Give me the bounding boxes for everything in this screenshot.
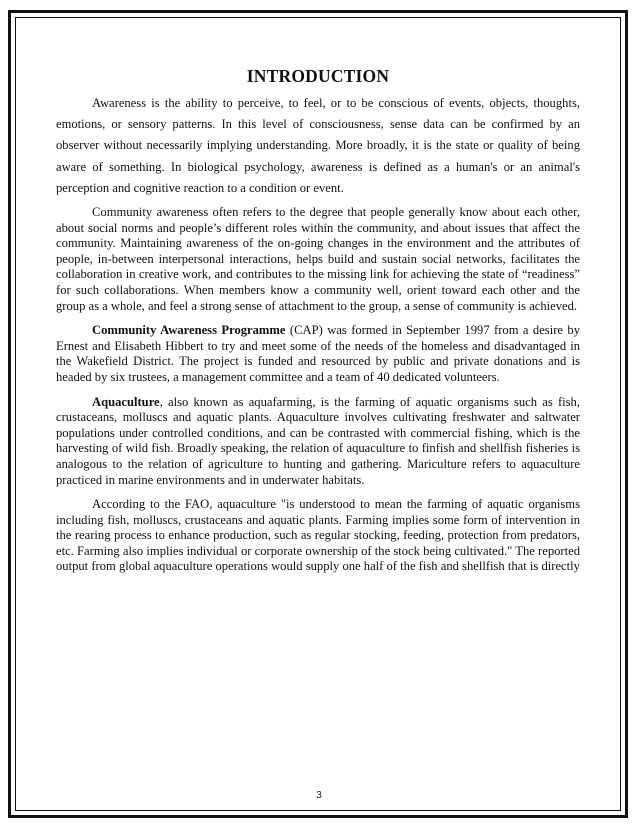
paragraph-cap [56,323,580,385]
paragraph-text: Awareness is the ability to perceive, to feel, or to be conscious of events, objects, thoughts, emotions, or sensory patterns. In this level of consciousness, sense data can be confirmed by an observer without necessarily implying understanding. More broadly, it is the state or quality of being aware of something. In biological psychology, awareness is defined as a human's or an animal's perception and cognitive reaction to a condition or event. [56,96,580,195]
page-number: 3 [316,790,322,801]
paragraph-text: Community awareness often refers to the degree that people generally know about each other, about social norms and people’s different roles within the community, and about issues that affect the community. Maintaining awareness of the on-going changes in the environment and the attributes of people, in-between interpersonal interactions, helps build and sustain social networks, facilitates the collaboration in creative work, and contributes to the missing link for achieving the state of “readiness” for such collaborations. When members know a community well, orient toward each other and the group as a whole, and feel a strong sense of attachment to the group, a sense of community is achieved. [56,205,580,313]
paragraph-text: (CAP) was formed in September 1997 from a desire by Ernest and Elisabeth Hibbert to try and meet some of the needs of the homeless and disadvantaged in the Wakefield District. The project is funded and resourced by public and private donations and is headed by six trustees, a management committee and a team of 40 dedicated volunteers. [56,323,580,384]
page-title: INTRODUCTION [246,66,390,86]
document-body [56,66,580,584]
paragraph-text: According to the FAO, aquaculture "is understood to mean the farming of aquatic organisms including fish, molluscs, crustaceans and aquatic plants. Farming implies some form of intervention in the rearing process to enhance production, such as regular stocking, feeding, protection from predators, etc. Farming also implies individual or corporate ownership of the stock being cultivated." The reported output from global aquaculture operations would supply one half of the fish and shellfish that is directly [56,497,580,574]
paragraph-text: , also known as aquafarming, is the farming of aquatic organisms such as fish, crustaceans, molluscs and aquatic plants. Aquaculture involves cultivating freshwater and saltwater populations under controlled conditions, and can be contrasted with commercial fishing, which is the harvesting of wild fish. Broadly speaking, the relation of aquaculture to finfish and shellfish fisheries is analogous to the relation of agriculture to hunting and gathering. Mariculture refers to aquaculture practiced in marine environments and in underwater habitats. [56,394,580,487]
paragraph-bold-lead: Community Awareness Programme [92,323,286,338]
paragraph-community-awareness [56,205,580,314]
paragraph-aquaculture [56,395,580,489]
paragraph-fao [56,497,580,575]
paragraph-awareness [56,93,580,199]
paragraph-bold-lead: Aquaculture [92,394,160,409]
